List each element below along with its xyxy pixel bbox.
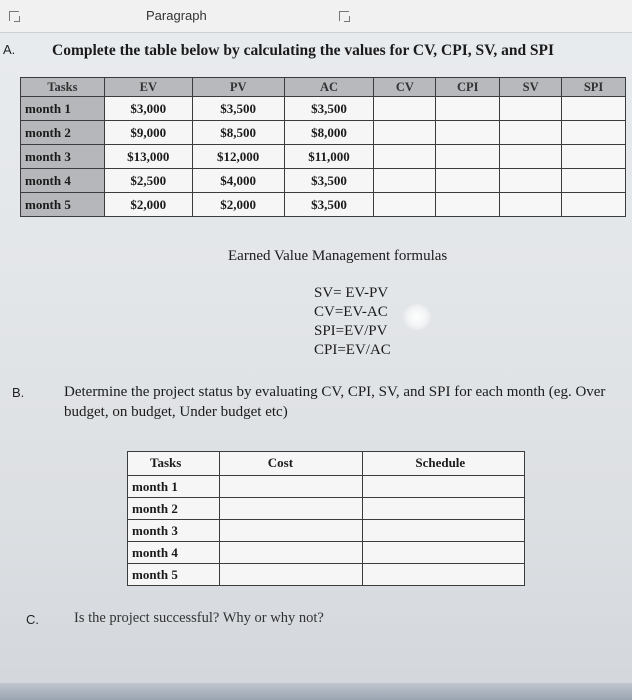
formulas-title: Earned Value Management formulas (228, 248, 448, 264)
ev-cell: $13,000 (104, 145, 192, 169)
task-cell: month 1 (21, 97, 105, 121)
cpi-cell[interactable] (436, 121, 500, 145)
schedule-cell[interactable] (363, 564, 525, 586)
cost-cell[interactable] (219, 520, 363, 542)
ev-cell: $9,000 (104, 121, 192, 145)
task-cell: month 3 (21, 145, 105, 169)
ac-cell: $11,000 (284, 145, 374, 169)
section-c-marker: C. (26, 612, 39, 627)
table-row (21, 169, 626, 193)
ev-cell: $2,500 (104, 169, 192, 193)
pv-cell: $8,500 (192, 121, 284, 145)
pv-cell: $12,000 (192, 145, 284, 169)
task-cell: month 2 (21, 121, 105, 145)
spi-cell[interactable] (562, 121, 626, 145)
sv-cell[interactable] (500, 121, 562, 145)
cost-cell[interactable] (219, 476, 363, 498)
schedule-cell[interactable] (363, 476, 525, 498)
spi-cell[interactable] (562, 193, 626, 217)
header-sv: SV (500, 78, 562, 97)
ac-cell: $8,000 (284, 121, 374, 145)
cost-cell[interactable] (219, 542, 363, 564)
header-cv: CV (374, 78, 436, 97)
schedule-cell[interactable] (363, 498, 525, 520)
pv-cell: $4,000 (192, 169, 284, 193)
bottom-bar (0, 683, 632, 700)
status-header-schedule: Schedule (363, 452, 525, 476)
status-task-cell: month 3 (128, 520, 220, 542)
schedule-cell[interactable] (363, 520, 525, 542)
cpi-cell[interactable] (436, 169, 500, 193)
status-header-cost: Cost (219, 452, 363, 476)
cpi-cell[interactable] (436, 193, 500, 217)
formula-cpi: CPI=EV/AC (314, 342, 391, 358)
cpi-cell[interactable] (436, 97, 500, 121)
header-tasks: Tasks (21, 78, 105, 97)
spi-cell[interactable] (562, 169, 626, 193)
sv-cell[interactable] (500, 193, 562, 217)
ev-cell: $2,000 (104, 193, 192, 217)
cv-cell[interactable] (374, 193, 436, 217)
section-c-question: Is the project successful? Why or why not? (74, 610, 324, 626)
cv-cell[interactable] (374, 145, 436, 169)
ac-cell: $3,500 (284, 97, 374, 121)
pv-cell: $3,500 (192, 97, 284, 121)
header-cpi: CPI (436, 78, 500, 97)
status-table (127, 451, 525, 586)
status-task-cell: month 4 (128, 542, 220, 564)
ev-cell: $3,000 (104, 97, 192, 121)
paragraph-launcher-icon[interactable] (339, 11, 349, 21)
ac-cell: $3,500 (284, 193, 374, 217)
ribbon-group-label: Paragraph (146, 8, 207, 23)
cv-cell[interactable] (374, 169, 436, 193)
cv-cell[interactable] (374, 97, 436, 121)
ribbon-bar (0, 0, 632, 33)
table-row (128, 542, 525, 564)
status-header-tasks: Tasks (128, 452, 220, 476)
light-glare (402, 304, 432, 330)
status-task-cell: month 1 (128, 476, 220, 498)
table-row (21, 121, 626, 145)
header-ac: AC (284, 78, 374, 97)
table-header-row (21, 78, 626, 97)
ac-cell: $3,500 (284, 169, 374, 193)
section-b-text: Determine the project status by evaluating CV, CPI, SV, and SPI for each month (eg. Over budget, on budget, Under budget etc) (64, 384, 606, 420)
formula-spi: SPI=EV/PV (314, 323, 388, 339)
formula-cv: CV=EV-AC (314, 304, 388, 320)
task-cell: month 5 (21, 193, 105, 217)
header-ev: EV (104, 78, 192, 97)
cpi-cell[interactable] (436, 145, 500, 169)
cv-cell[interactable] (374, 121, 436, 145)
table-row (128, 498, 525, 520)
spi-cell[interactable] (562, 145, 626, 169)
table-row (128, 520, 525, 542)
pv-cell: $2,000 (192, 193, 284, 217)
ev-table (20, 77, 626, 217)
section-b-marker: B. (12, 385, 25, 400)
table-row (21, 145, 626, 169)
status-header-row (128, 452, 525, 476)
status-task-cell: month 5 (128, 564, 220, 586)
sv-cell[interactable] (500, 145, 562, 169)
spi-cell[interactable] (562, 97, 626, 121)
schedule-cell[interactable] (363, 542, 525, 564)
sv-cell[interactable] (500, 169, 562, 193)
dialog-launcher-icon[interactable] (9, 11, 19, 21)
formulas-list (314, 284, 391, 360)
cost-cell[interactable] (219, 498, 363, 520)
table-row (21, 97, 626, 121)
status-task-cell: month 2 (128, 498, 220, 520)
section-a-marker: A. (3, 42, 16, 57)
table-row (128, 476, 525, 498)
sv-cell[interactable] (500, 97, 562, 121)
cost-cell[interactable] (219, 564, 363, 586)
header-spi: SPI (562, 78, 626, 97)
task-cell: month 4 (21, 169, 105, 193)
header-pv: PV (192, 78, 284, 97)
table-row (128, 564, 525, 586)
section-a-heading: Complete the table below by calculating the values for CV, CPI, SV, and SPI (52, 42, 555, 59)
table-row (21, 193, 626, 217)
formula-sv: SV= EV-PV (314, 285, 389, 301)
